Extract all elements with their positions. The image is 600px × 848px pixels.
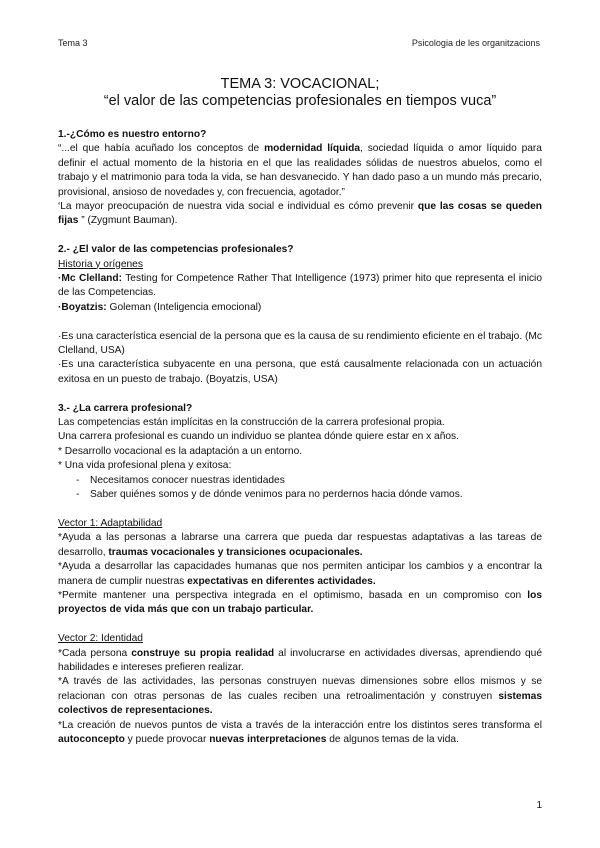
section-3-line-1: Las competencias están implícitas en la construcción de la carrera profesional propia. [58,417,445,429]
text-run: Necesitamos conocer nuestras identidades [90,474,285,486]
bold-run: nuevas interpretaciones [209,733,327,745]
vector-2-paragraph-2 [58,675,542,718]
section-3-heading: 3.- ¿La carrera profesional? [58,402,193,414]
section-2-subheading: Historia y orígenes [58,258,143,270]
section-1-paragraph-2 [58,200,542,229]
section-3-line-2: Una carrera profesional es cuando un individuo se plantea dónde quiere estar en x años. [58,431,459,443]
vector-1-paragraph-2 [58,560,542,589]
dash-marker: - [76,474,80,486]
section-3-line-4: * Una vida profesional plena y exitosa: [58,460,232,472]
text-run: *La creación de nuevos puntos de vista a través de la interacción entre los distintos seres transforma el [58,719,542,731]
title-line-1: TEMA 3: VOCACIONAL; [220,76,380,92]
text-run: *Ayuda a las personas a labrarse una carrera que pueda dar respuestas adaptativas a las tareas de desarrollo, [58,532,542,558]
text-run: Saber quiénes somos y de dónde venimos para no perdernos hacia dónde vamos. [90,489,463,501]
vector-2-paragraph-3 [58,719,542,748]
section-2-paragraph-3: ·Es una característica esencial de la persona que es la causa de su rendimiento eficiente en el trabajo. (Mc Clelland, USA) [58,330,542,357]
text-run: *A través de las actividades, las personas construyen nuevas dimensiones sobre ellos mismos y se relacionan con otras personas de las cuales reciben una retroalimentación y construyen [58,676,542,702]
bold-run: sistemas colectivos de representaciones. [58,690,542,717]
header-left: Tema 3 [58,38,88,48]
bold-run: modernidad líquida [264,143,361,155]
section-2-item-2 [58,301,542,315]
text-run: *Ayuda a desarrollar las capacidades humanas que nos permiten anticipar los cambios y a encontrar la manera de cumplir nuestras [58,561,542,587]
section-2-item-1 [58,272,542,301]
vector-2-paragraph-1 [58,647,542,676]
bold-run: traumas vocacionales y transiciones ocupacionales. [108,546,363,558]
bold-run: autoconcepto [58,733,125,745]
document-title [58,76,542,110]
bold-run: ·Boyatzis: [58,301,107,313]
page-number: 1 [536,800,542,811]
text-run: *Permite mantener una perspectiva integrada en el optimismo, basada en un compromiso con [58,589,528,601]
dash-item-1 [58,474,542,488]
text-run: de algunos temas de la vida. [326,733,459,745]
header-right: Psicologia de les organitzacions [411,38,540,48]
text-run: “...el que había acuñado los conceptos de [58,143,265,155]
text-run: ” (Zygmunt Bauman). [78,215,178,227]
section-1-paragraph-1 [58,142,542,200]
bold-run: expectativas en diferentes actividades. [187,575,376,587]
vector-1-paragraph-1 [58,531,542,560]
vector-1-heading: Vector 1: Adaptabilidad [58,517,163,529]
section-2-paragraph-4: ·Es una característica subyacente en una persona, que está causalmente relacionada con un actuación exitosa en un puesto de trabajo. (Boyatzis, USA) [58,359,542,385]
text-run: ‘La mayor preocupación de nuestra vida social e individual es cómo prevenir [58,201,418,213]
text-run: Goleman (Inteligencia emocional) [106,301,262,313]
text-run: al involucrarse en actividades diversas, aprendiendo qué habilidades e intereses prefieren realizar. [58,647,542,673]
text-run: Testing for Competence Rather That Intelligence (1973) primer hito que representa el inicio de las Competencias. [58,273,542,299]
text-run: , sociedad líquida o amor líquido para definir el actual momento de la historia en el que las realidades sólidas de nuestros abuelos, como el trabajo y el matrimonio para toda la vida, se han desvanecido. Y han dado paso a un mundo más precario, provisional, ansioso de novedades y, con frecuencia, agotador.” [58,143,542,198]
bold-run: que las cosas se queden fijas [58,201,542,227]
document-body [58,128,542,747]
section-3-line-3: * Desarrollo vocacional es la adaptación a un entorno. [58,445,303,457]
dash-item-2 [58,488,542,502]
bold-run: ·Mc Clelland: [58,273,122,285]
bold-run: los proyectos de vida más que con un trabajo particular. [58,589,542,616]
vector-1-paragraph-3 [58,589,542,618]
text-run: *Cada persona [58,647,132,659]
bold-run: construye su propia realidad [131,647,275,659]
vector-2-heading: Vector 2: Identidad [58,633,143,645]
section-2-heading: 2.- ¿El valor de las competencias profesionales? [58,244,294,256]
title-line-2: “el valor de las competencias profesionales en tiempos vuca” [103,93,497,109]
dash-marker: - [76,489,80,501]
section-1-heading: 1.-¿Cómo es nuestro entorno? [58,129,207,140]
text-run: y puede provocar [124,733,210,745]
